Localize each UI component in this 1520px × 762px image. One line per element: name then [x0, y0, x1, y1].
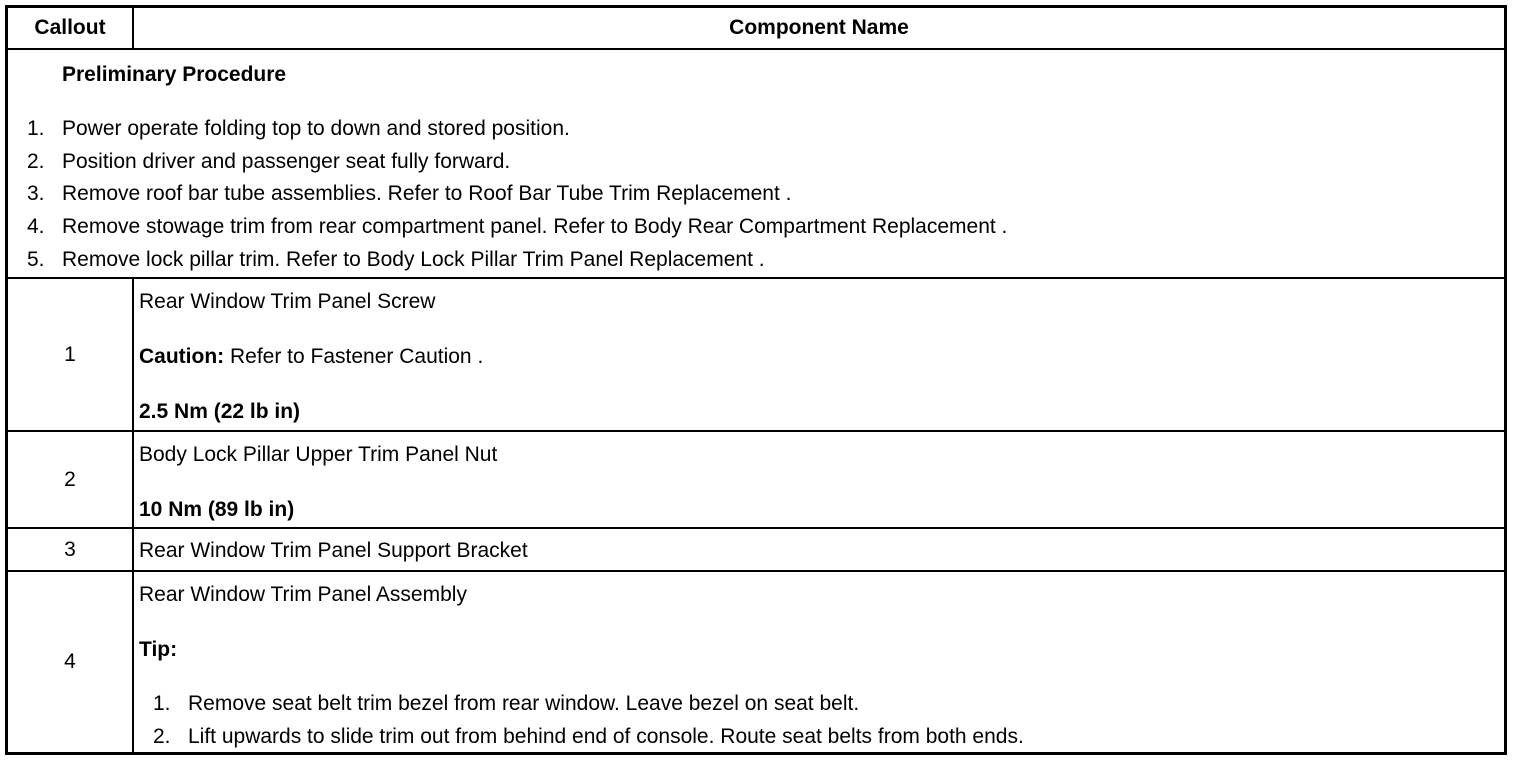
caution-note [139, 346, 483, 367]
component-cell [134, 432, 1504, 527]
table-header-row [8, 8, 1504, 48]
tip-text: Remove seat belt trim bezel from rear window. Leave bezel on seat belt. [188, 692, 860, 715]
callout-number: 1 [64, 342, 76, 366]
step-number: 2. [27, 150, 45, 173]
component-name: Rear Window Trim Panel Screw [139, 290, 436, 313]
step-number: 1. [27, 117, 45, 140]
table-row [8, 570, 1504, 752]
tip-number: 2. [153, 725, 171, 748]
step-text: Position driver and passenger seat fully forward. [62, 150, 511, 173]
preliminary-title: Preliminary Procedure [62, 63, 287, 86]
callout-number: 3 [64, 537, 76, 561]
caution-label: Caution: [139, 345, 225, 368]
tip-number: 1. [153, 692, 171, 715]
component-name: Rear Window Trim Panel Assembly [139, 583, 467, 606]
table-row [8, 430, 1504, 527]
component-name: Body Lock Pillar Upper Trim Panel Nut [139, 443, 498, 466]
callout-number: 2 [64, 467, 76, 491]
step-number: 4. [27, 215, 45, 238]
tip-text: Lift upwards to slide trim out from behind end of console. Route seat belts from both ends. [188, 725, 1024, 748]
preliminary-procedure-row [8, 48, 1504, 277]
torque-spec: 10 Nm (89 lb in) [139, 498, 295, 521]
component-cell [134, 279, 1504, 430]
step-text: Remove stowage trim from rear compartment panel. Refer to Body Rear Compartment Replacement . [62, 215, 1008, 238]
table-row [8, 527, 1504, 570]
step-text: Remove lock pillar trim. Refer to Body Lock Pillar Trim Panel Replacement . [62, 248, 765, 271]
component-cell [134, 529, 1504, 570]
caution-text: Refer to Fastener Caution . [224, 345, 484, 368]
header-callout: Callout [34, 16, 106, 39]
component-cell [134, 572, 1504, 752]
tip-label: Tip: [139, 638, 178, 661]
step-number: 3. [27, 182, 45, 205]
step-number: 5. [27, 248, 45, 271]
header-component-name: Component Name [729, 16, 909, 39]
callout-number: 4 [64, 650, 76, 673]
step-text: Remove roof bar tube assemblies. Refer to Roof Bar Tube Trim Replacement . [62, 182, 792, 205]
table-row [8, 277, 1504, 430]
torque-spec: 2.5 Nm (22 lb in) [139, 400, 301, 423]
component-table [5, 5, 1507, 755]
component-name: Rear Window Trim Panel Support Bracket [139, 539, 528, 562]
step-text: Power operate folding top to down and stored position. [62, 117, 570, 140]
